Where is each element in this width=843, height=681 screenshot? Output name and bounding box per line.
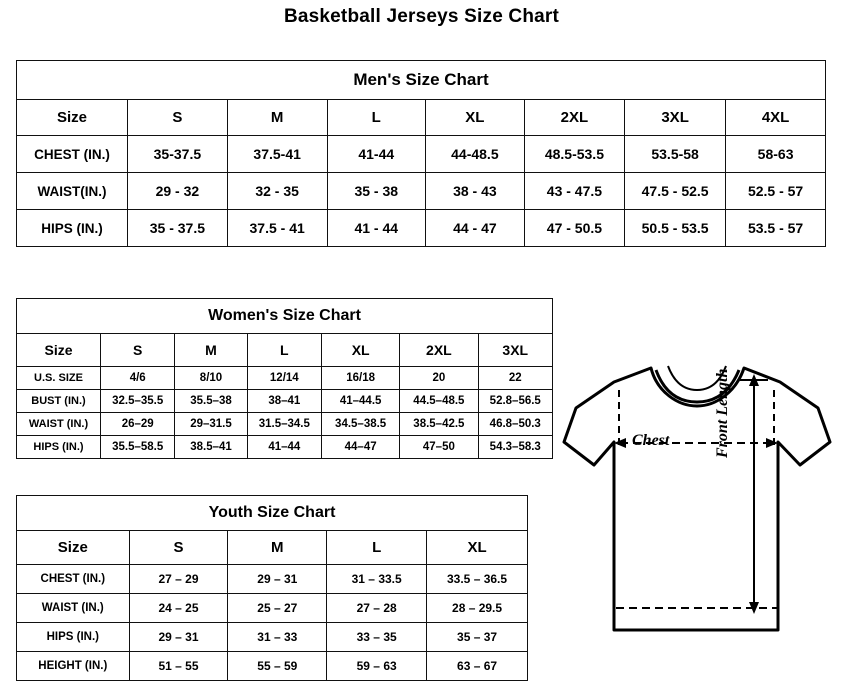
mens-waist-2xl: 43 - 47.5 xyxy=(524,173,624,210)
womens-waist-3xl: 46.8–50.3 xyxy=(478,413,552,436)
table-row xyxy=(17,436,553,459)
womens-hips-m: 38.5–41 xyxy=(175,436,247,459)
mens-hips-2xl: 47 - 50.5 xyxy=(524,210,624,247)
mens-header-3xl: 3XL xyxy=(625,100,726,136)
youth-header-s: S xyxy=(129,531,228,565)
womens-bust-xl: 41–44.5 xyxy=(322,390,400,413)
mens-hips-3xl: 50.5 - 53.5 xyxy=(625,210,726,247)
womens-chart-title: Women's Size Chart xyxy=(17,299,553,334)
youth-chart-title: Youth Size Chart xyxy=(17,496,528,531)
youth-waist-m: 25 – 27 xyxy=(228,594,327,623)
womens-row-label-waist: WAIST (IN.) xyxy=(17,413,101,436)
womens-header-s: S xyxy=(100,334,174,367)
mens-hips-s: 35 - 37.5 xyxy=(128,210,228,247)
womens-header-row xyxy=(17,334,553,367)
mens-chart-title: Men's Size Chart xyxy=(17,61,826,100)
table-row xyxy=(17,173,826,210)
youth-height-m: 55 – 59 xyxy=(228,652,327,681)
mens-row-label-hips: HIPS (IN.) xyxy=(17,210,128,247)
womens-bust-m: 35.5–38 xyxy=(175,390,247,413)
womens-waist-s: 26–29 xyxy=(100,413,174,436)
table-row xyxy=(17,652,528,681)
womens-size-chart-table xyxy=(16,298,553,459)
youth-chart-title-row xyxy=(17,496,528,531)
womens-us-size-s: 4/6 xyxy=(100,367,174,390)
womens-us-size-3xl: 22 xyxy=(478,367,552,390)
youth-hips-s: 29 – 31 xyxy=(129,623,228,652)
womens-hips-l: 41–44 xyxy=(247,436,321,459)
mens-chest-m: 37.5-41 xyxy=(227,136,327,173)
youth-hips-xl: 35 – 37 xyxy=(427,623,528,652)
womens-hips-xl: 44–47 xyxy=(322,436,400,459)
mens-waist-m: 32 - 35 xyxy=(227,173,327,210)
mens-waist-4xl: 52.5 - 57 xyxy=(726,173,826,210)
youth-row-label-chest: CHEST (IN.) xyxy=(17,565,130,594)
table-row xyxy=(17,390,553,413)
mens-waist-3xl: 47.5 - 52.5 xyxy=(625,173,726,210)
youth-chest-l: 31 – 33.5 xyxy=(327,565,427,594)
youth-row-label-height: HEIGHT (IN.) xyxy=(17,652,130,681)
womens-header-xl: XL xyxy=(322,334,400,367)
womens-us-size-2xl: 20 xyxy=(400,367,478,390)
mens-waist-xl: 38 - 43 xyxy=(425,173,524,210)
youth-row-label-waist: WAIST (IN.) xyxy=(17,594,130,623)
mens-hips-4xl: 53.5 - 57 xyxy=(726,210,826,247)
womens-waist-l: 31.5–34.5 xyxy=(247,413,321,436)
youth-header-xl: XL xyxy=(427,531,528,565)
mens-row-label-waist: WAIST(IN.) xyxy=(17,173,128,210)
womens-header-3xl: 3XL xyxy=(478,334,552,367)
womens-bust-3xl: 52.8–56.5 xyxy=(478,390,552,413)
chest-measurement-label: Chest xyxy=(632,432,670,449)
womens-bust-2xl: 44.5–48.5 xyxy=(400,390,478,413)
youth-waist-xl: 28 – 29.5 xyxy=(427,594,528,623)
youth-height-s: 51 – 55 xyxy=(129,652,228,681)
youth-header-l: L xyxy=(327,531,427,565)
womens-us-size-xl: 16/18 xyxy=(322,367,400,390)
mens-chest-xl: 44-48.5 xyxy=(425,136,524,173)
womens-hips-s: 35.5–58.5 xyxy=(100,436,174,459)
womens-us-size-m: 8/10 xyxy=(175,367,247,390)
mens-chest-2xl: 48.5-53.5 xyxy=(524,136,624,173)
mens-chest-l: 41-44 xyxy=(327,136,425,173)
womens-header-l: L xyxy=(247,334,321,367)
mens-header-4xl: 4XL xyxy=(726,100,826,136)
mens-row-label-chest: CHEST (IN.) xyxy=(17,136,128,173)
mens-header-row xyxy=(17,100,826,136)
womens-waist-m: 29–31.5 xyxy=(175,413,247,436)
youth-chest-xl: 33.5 – 36.5 xyxy=(427,565,528,594)
table-row xyxy=(17,594,528,623)
youth-header-size: Size xyxy=(17,531,130,565)
youth-height-l: 59 – 63 xyxy=(327,652,427,681)
womens-header-size: Size xyxy=(17,334,101,367)
mens-waist-l: 35 - 38 xyxy=(327,173,425,210)
mens-waist-s: 29 - 32 xyxy=(128,173,228,210)
mens-chest-s: 35-37.5 xyxy=(128,136,228,173)
mens-chart-title-row xyxy=(17,61,826,100)
womens-bust-s: 32.5–35.5 xyxy=(100,390,174,413)
jersey-shape-icon xyxy=(556,330,841,670)
jersey-measurement-diagram xyxy=(556,330,841,670)
youth-chest-s: 27 – 29 xyxy=(129,565,228,594)
mens-hips-xl: 44 - 47 xyxy=(425,210,524,247)
mens-chest-3xl: 53.5-58 xyxy=(625,136,726,173)
womens-chart-title-row xyxy=(17,299,553,334)
womens-bust-l: 38–41 xyxy=(247,390,321,413)
youth-hips-m: 31 – 33 xyxy=(228,623,327,652)
womens-row-label-bust: BUST (IN.) xyxy=(17,390,101,413)
page-title: Basketball Jerseys Size Chart xyxy=(283,6,560,27)
womens-row-label-us-size: U.S. SIZE xyxy=(17,367,101,390)
youth-waist-s: 24 – 25 xyxy=(129,594,228,623)
mens-hips-l: 41 - 44 xyxy=(327,210,425,247)
womens-waist-xl: 34.5–38.5 xyxy=(322,413,400,436)
womens-header-2xl: 2XL xyxy=(400,334,478,367)
womens-us-size-l: 12/14 xyxy=(247,367,321,390)
mens-size-chart-table xyxy=(16,60,826,247)
table-row xyxy=(17,623,528,652)
womens-hips-2xl: 47–50 xyxy=(400,436,478,459)
youth-header-row xyxy=(17,531,528,565)
table-row xyxy=(17,565,528,594)
mens-header-xl: XL xyxy=(425,100,524,136)
womens-waist-2xl: 38.5–42.5 xyxy=(400,413,478,436)
mens-header-size: Size xyxy=(17,100,128,136)
mens-header-l: L xyxy=(327,100,425,136)
youth-row-label-hips: HIPS (IN.) xyxy=(17,623,130,652)
table-row xyxy=(17,210,826,247)
womens-hips-3xl: 54.3–58.3 xyxy=(478,436,552,459)
mens-header-2xl: 2XL xyxy=(524,100,624,136)
youth-height-xl: 63 – 67 xyxy=(427,652,528,681)
youth-hips-l: 33 – 35 xyxy=(327,623,427,652)
table-row xyxy=(17,367,553,390)
mens-hips-m: 37.5 - 41 xyxy=(227,210,327,247)
table-row xyxy=(17,136,826,173)
youth-header-m: M xyxy=(228,531,327,565)
mens-header-m: M xyxy=(227,100,327,136)
mens-chest-4xl: 58-63 xyxy=(726,136,826,173)
womens-row-label-hips: HIPS (IN.) xyxy=(17,436,101,459)
front-length-measurement-label: Front Length xyxy=(714,368,731,458)
youth-size-chart-table xyxy=(16,495,528,681)
youth-chest-m: 29 – 31 xyxy=(228,565,327,594)
mens-header-s: S xyxy=(128,100,228,136)
table-row xyxy=(17,413,553,436)
youth-waist-l: 27 – 28 xyxy=(327,594,427,623)
womens-header-m: M xyxy=(175,334,247,367)
